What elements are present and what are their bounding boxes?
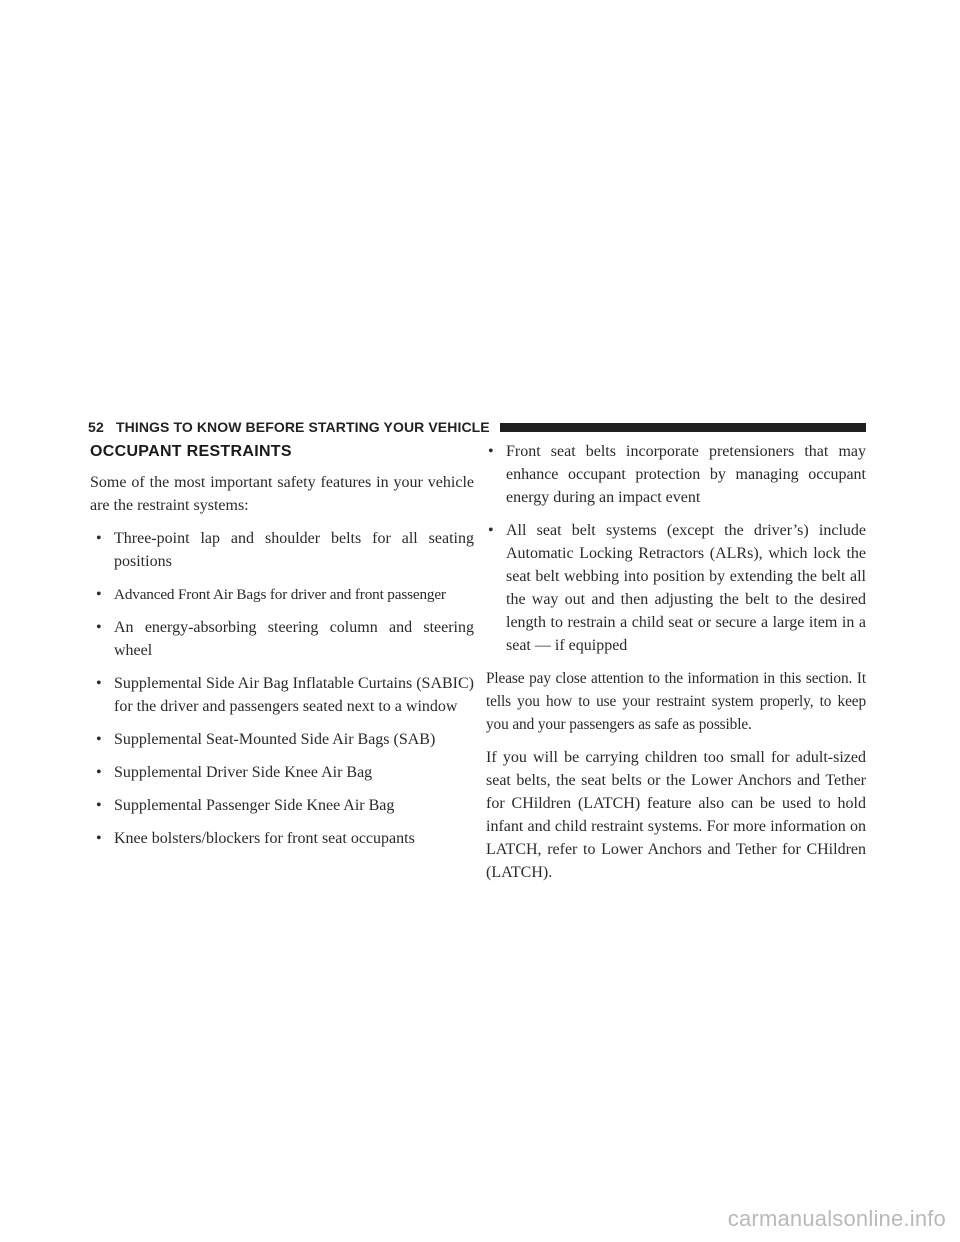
restraint-feature-list [90,527,474,850]
list-item [90,583,474,606]
header-rule [500,423,866,432]
list-item [90,527,474,573]
seat-belt-feature-list [486,440,866,657]
list-item [90,827,474,850]
page-header [88,416,866,438]
list-item-text: Three-point lap and shoulder belts for all seating positions [114,530,474,570]
bullet-marker: • [96,797,102,814]
chapter-title: THINGS TO KNOW BEFORE STARTING YOUR VEHICLE [115,419,490,435]
list-item-text: Supplemental Passenger Side Knee Air Bag [114,797,395,814]
list-item-text: Supplemental Driver Side Knee Air Bag [114,764,373,781]
bullet-marker: • [488,443,494,460]
site-watermark: carmanualsonline.info [727,1206,946,1231]
section-heading: OCCUPANT RESTRAINTS [90,443,292,460]
bullet-marker: • [96,675,102,692]
list-item-text: Advanced Front Air Bags for driver and front passenger [114,586,446,603]
bullet-marker: • [96,830,102,847]
bullet-marker: • [96,586,102,603]
list-item-text: Supplemental Seat-Mounted Side Air Bags (SAB) [114,731,436,748]
bullet-marker: • [96,764,102,781]
list-item-text: An energy-absorbing steering column and steering wheel [114,619,474,659]
list-item [90,794,474,817]
list-item [486,440,866,509]
body-paragraph: Please pay close attention to the information in this section. It tells you how to use your restraint system properly, to keep you and your passengers as safe as possible. [486,670,866,733]
list-item [90,616,474,662]
list-item-text: All seat belt systems (except the driver’s) include Automatic Locking Retractors (ALRs), which lock the seat belt webbing into position by extending the belt all the way out and then adjusting the belt to the desired length to restrain a child seat or secure a large item in a seat — if equipped [506,522,866,654]
list-item-text: Knee bolsters/blockers for front seat occupants [114,830,415,847]
list-item [90,672,474,718]
intro-paragraph: Some of the most important safety features in your vehicle are the restraint systems: [90,474,474,514]
list-item [486,519,866,657]
right-column [486,440,866,894]
bullet-marker: • [96,731,102,748]
left-column [90,440,474,860]
list-item [90,728,474,751]
list-item-text: Supplemental Side Air Bag Inflatable Curtains (SABIC) for the driver and passengers seated next to a window [114,675,474,715]
body-paragraph: If you will be carrying children too small for adult-sized seat belts, the seat belts or the Lower Anchors and Tether for CHildren (LATCH) feature also can be used to hold infant and child restraint systems. For more information on LATCH, refer to Lower Anchors and Tether for CHildren (LATCH). [486,749,866,881]
list-item [90,761,474,784]
bullet-marker: • [96,619,102,636]
list-item-text: Front seat belts incorporate pretensioners that may enhance occupant protection by managing occupant energy during an impact event [506,443,866,506]
page-number: 52 [88,419,104,435]
bullet-marker: • [96,530,102,547]
bullet-marker: • [488,522,494,539]
